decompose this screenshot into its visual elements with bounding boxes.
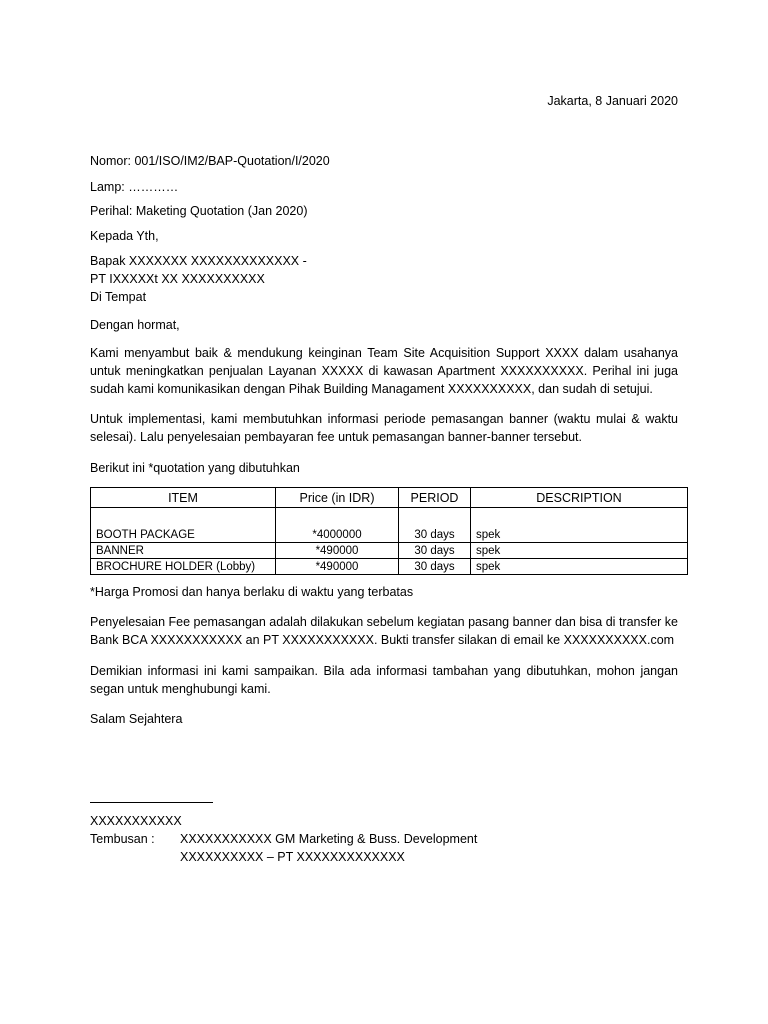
cell-description: spek (471, 508, 688, 543)
signer-name: XXXXXXXXXXX (90, 814, 182, 828)
recipient-company: PT IXXXXXt XX XXXXXXXXXX (90, 272, 265, 286)
table-header-row (91, 488, 688, 508)
cell-item: BROCHURE HOLDER (Lobby) (91, 559, 276, 575)
cc-recipient-2: XXXXXXXXXX – PT XXXXXXXXXXXXX (180, 850, 405, 864)
cell-description: spek (471, 559, 688, 575)
table-intro: Berikut ini *quotation yang dibutuhkan (90, 461, 300, 475)
addressee-heading: Kepada Yth, (90, 229, 159, 243)
quotation-table (90, 487, 688, 575)
header-period: PERIOD (399, 488, 471, 508)
cell-item: BOOTH PACKAGE (91, 508, 276, 543)
recipient-location: Di Tempat (90, 290, 147, 304)
header-item: ITEM (91, 488, 276, 508)
header-description: DESCRIPTION (471, 488, 688, 508)
attachment-line: Lamp: ………… (90, 180, 179, 194)
cell-period: 30 days (399, 543, 471, 559)
table-row (91, 543, 688, 559)
subject-line: Perihal: Maketing Quotation (Jan 2020) (90, 204, 308, 218)
paragraph-intro: Kami menyambut baik & mendukung keinginan Team Site Acquisition Support XXXX dalam usahanya untuk meningkatkan penjualan Layanan XXXXX di kawasan Apartment XXXXXXXXXX. Perihal ini juga sudah kami komunikasikan dengan Pihak Building Managament XXXXXXXXXX, dan sudah di setujui. (90, 346, 678, 396)
cell-price: *490000 (276, 543, 399, 559)
cell-period: 30 days (399, 559, 471, 575)
cc-recipient-1: XXXXXXXXXXX GM Marketing & Buss. Development (180, 832, 478, 846)
cc-label: Tembusan : (90, 832, 155, 846)
salutation: Dengan hormat, (90, 318, 180, 332)
header-price: Price (in IDR) (276, 488, 399, 508)
paragraph-payment: Penyelesaian Fee pemasangan adalah dilakukan sebelum kegiatan pasang banner dan bisa di transfer ke Bank BCA XXXXXXXXXXX an PT XXXXXXXXXXX. Bukti transfer silakan di email ke XXXXXXXXXX.com (90, 615, 678, 647)
cell-item: BANNER (91, 543, 276, 559)
cell-description: spek (471, 543, 688, 559)
paragraph-implementation: Untuk implementasi, kami membutuhkan informasi periode pemasangan banner (waktu mulai & waktu selesai). Lalu penyelesaian pembayaran fee untuk pemasangan banner-banner tersebut. (90, 412, 678, 444)
cell-period: 30 days (399, 508, 471, 543)
recipient-name: Bapak XXXXXXX XXXXXXXXXXXXX - (90, 254, 307, 268)
cell-price: *4000000 (276, 508, 399, 543)
price-footnote: *Harga Promosi dan hanya berlaku di waktu yang terbatas (90, 585, 414, 599)
paragraph-closing: Demikian informasi ini kami sampaikan. Bila ada informasi tambahan yang dibutuhkan, mohon jangan segan untuk menghubungi kami. (90, 664, 678, 696)
signature-line (90, 802, 213, 803)
letter-date: Jakarta, 8 Januari 2020 (547, 94, 678, 108)
table-row (91, 559, 688, 575)
table-row (91, 508, 688, 543)
closing-greeting: Salam Sejahtera (90, 712, 183, 726)
letter-number: Nomor: 001/ISO/IM2/BAP-Quotation/I/2020 (90, 154, 330, 168)
cell-price: *490000 (276, 559, 399, 575)
